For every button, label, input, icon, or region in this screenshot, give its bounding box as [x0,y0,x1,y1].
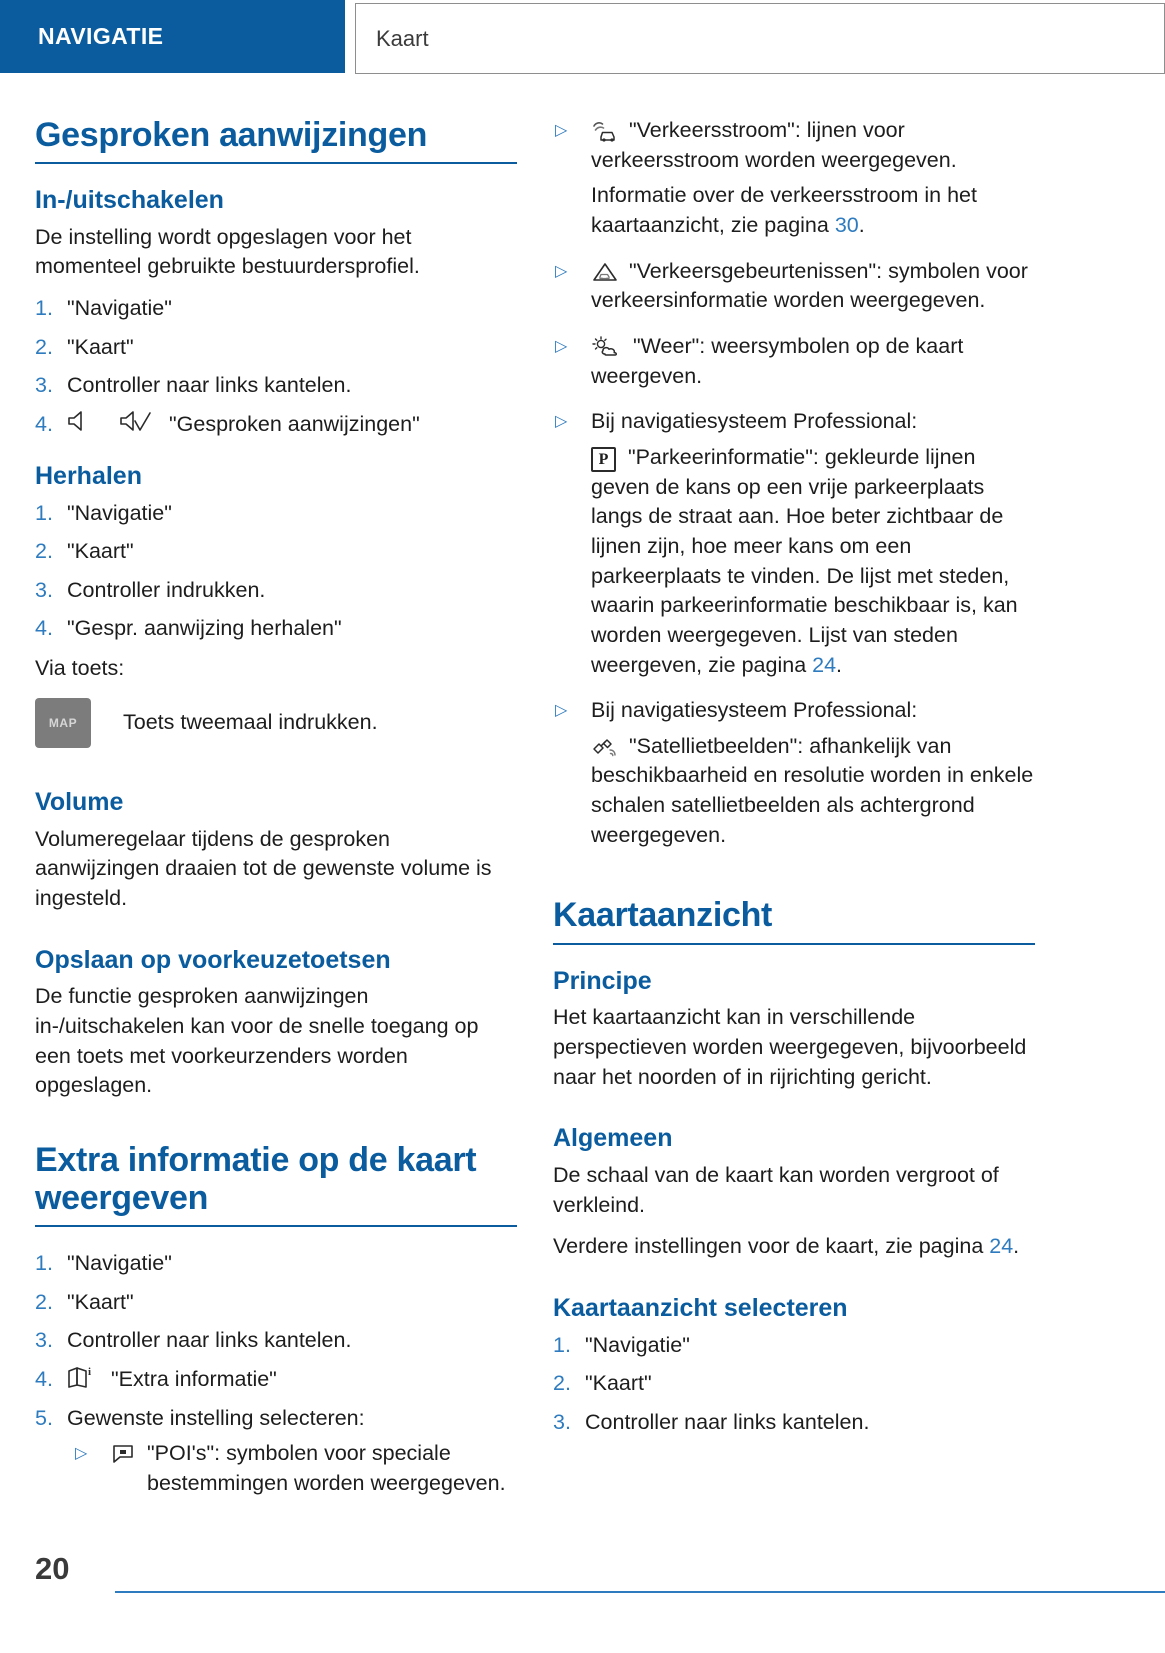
kaartaanzicht-selecteren-steps [553,1331,1035,1438]
list-item [35,1365,517,1395]
step-number: 3. [553,1410,571,1435]
step-text: Controller indrukken. [67,577,266,602]
parking-info-prefix: "Parkeerinformatie": gekleurde lijnen geven de kans op een vrije parkeerplaats langs de straat aan. Hoe beter zichtbaar de lijnen zijn, hoe meer kans om een parkeerplaats te vinden. De lijst met steden, waarin parkeerinformatie beschikbaar is, kan worden weergegeven. Lijst van steden weergeven, zie pagina [591,444,1018,677]
list-item [35,294,517,324]
step-text: "Kaart" [67,1289,134,1314]
step-number: 2. [553,1371,571,1396]
algemeen-text-2-suffix: . [1013,1234,1020,1259]
map-info-icon [67,1365,97,1389]
parking-p-icon: P [591,447,616,472]
volume-text: Volumeregelaar tijdens de gesproken aanwijzingen draaien tot de gewenste volume is ingesteld. [35,826,492,910]
traffic-flow-icon [591,120,619,142]
principe-text: Het kaartaanzicht kan in verschillende perspectieven worden weergegeven, bijvoorbeeld naar het noorden of in rijrichting gericht. [553,1005,1027,1089]
step-text: "Gespr. aanwijzing herhalen" [67,616,342,641]
step-text: Controller naar links kantelen. [67,373,352,398]
list-item [35,499,517,529]
chapter-title-box [355,3,1165,74]
speaker-icon [67,410,93,432]
heading-opslaan-voorkeuzetoetsen: Opslaan op voorkeuzetoetsen [35,945,391,974]
heading-principe: Principe [553,966,652,995]
extra-informatie-steps [35,1249,517,1499]
in-uitschakelen-steps [35,294,517,440]
weather-option [591,332,1035,397]
list-item [35,1404,517,1499]
traffic-flow-text: "Verkeersstroom": lijnen voor verkeersstroom worden weergegeven. [591,118,957,172]
right-column [553,116,1035,1508]
weather-icon [591,336,623,358]
step-number: 2. [35,1289,53,1314]
navigation-section-tab[interactable] [0,0,345,73]
svg-text:i: i [88,1366,92,1379]
traffic-events-option [591,257,1035,322]
opslaan-text: De functie gesproken aanwijzingen in-/uitschakelen kan voor de snelle toegang op een toets met voorkeurzenders worden opgeslagen. [35,984,479,1098]
kaartaanzicht-rule [553,943,1035,945]
parking-info-suffix: . [836,652,843,677]
algemeen-text-2 [553,1232,1035,1262]
step-text: "Gesproken aanwijzingen" [169,412,420,437]
list-item [553,116,1035,247]
step-number: 4. [35,616,53,641]
satellite-option [591,696,1035,856]
via-toets-label: Via toets: [35,656,125,681]
list-item [35,614,517,644]
page-reference-link[interactable]: 30 [834,212,859,237]
step-number: 3. [35,1328,53,1353]
traffic-events-paragraph [591,257,1035,316]
step-text: "Navigatie" [67,296,172,321]
poi-flag-icon [111,1443,135,1465]
traffic-events-text: "Verkeersgebeurtenissen": symbolen voor verkeersinformatie worden weergegeven. [591,258,1028,313]
satellite-professional-label: Bij navigatiesysteem Professional: [591,698,918,723]
step-text: "Kaart" [585,1371,652,1396]
heading-algemeen: Algemeen [553,1124,673,1153]
step-number: 3. [35,577,53,602]
step-number: 5. [35,1405,53,1430]
list-item [35,333,517,363]
poi-subbullet-text: "POI's": symbolen voor speciale bestemmingen worden weergegeven. [147,1441,506,1495]
step-text: Controller naar links kantelen. [67,1328,352,1353]
list-item [35,537,517,567]
step-number: 1. [35,296,53,321]
map-extra-info-options-list [553,116,1035,856]
chapter-title-label: Kaart [376,25,429,51]
satellite-paragraph [591,732,1035,851]
triangle-bullet-icon: ▷ [555,122,568,139]
list-item [35,410,517,440]
list-item [553,332,1035,397]
list-item [553,696,1035,856]
triangle-bullet-icon: ▷ [555,702,568,720]
step-number: 1. [35,500,53,525]
page-footer [0,1503,1165,1653]
traffic-flow-extra [591,181,1035,240]
traffic-flow-option [591,116,1035,247]
parking-professional-label: Bij navigatiesysteem Professional: [591,409,918,434]
step-text: "Kaart" [67,334,134,359]
page-title: Gesproken aanwijzingen [35,116,428,154]
heading-volume: Volume [35,787,124,816]
weather-paragraph [591,332,1035,391]
algemeen-text-2-prefix: Verdere instellingen voor de kaart, zie pagina [553,1234,990,1259]
two-column-layout [0,78,1165,1508]
herhalen-steps [35,499,517,645]
parking-info-option [591,407,1035,686]
triangle-bullet-icon: ▷ [555,337,568,355]
step-text: "Kaart" [67,539,134,564]
list-item [35,1326,517,1356]
list-item [35,371,517,401]
step-number: 1. [553,1332,571,1357]
step-text: "Navigatie" [67,1251,172,1276]
list-item [73,1439,517,1498]
traffic-flow-extra-suffix: . [858,212,865,237]
step-number: 2. [35,334,53,359]
in-uitschakelen-intro: De instelling wordt opgeslagen voor het momenteel gebruikte bestuurdersprofiel. [35,224,420,279]
heading-kaartaanzicht: Kaartaanzicht [553,896,773,935]
triangle-bullet-icon: ▷ [555,413,568,431]
list-item [35,1288,517,1318]
navigation-section-tab-label: NAVIGATIE [38,23,164,49]
step-number: 1. [35,1251,53,1276]
step-text: "Navigatie" [585,1332,690,1357]
step-text: "Extra informatie" [111,1367,277,1392]
heading-kaartaanzicht-selecteren: Kaartaanzicht selecteren [553,1293,848,1322]
list-item [35,576,517,606]
step-number: 3. [35,373,53,398]
footer-rule [115,1591,1165,1593]
step-text: Gewenste instelling selecteren: [67,1405,365,1430]
triangle-bullet-icon: ▷ [75,1445,88,1463]
page-reference-link[interactable]: 24 [812,652,837,677]
step-text: "Navigatie" [67,500,172,525]
list-item [35,1249,517,1279]
list-item [553,1331,1035,1361]
page-body [0,78,1165,1498]
map-key-row [35,698,517,748]
speaker-check-icon [119,410,153,434]
heading-herhalen: Herhalen [35,461,142,490]
list-item [553,1369,1035,1399]
warning-triangle-icon [591,261,619,283]
algemeen-text-1: De schaal van de kaart kan worden vergroot of verkleind. [553,1162,999,1217]
parking-info-paragraph [591,443,1035,680]
step-number: 2. [35,539,53,564]
step-number: 4. [35,412,53,437]
heading-extra-informatie: Extra informatie op de kaart weergeven [35,1140,477,1217]
page-header [0,0,1165,78]
page-number: 20 [35,1551,70,1586]
traffic-flow-paragraph [591,116,1035,175]
heading-in-uitschakelen: In-/uitschakelen [35,186,224,215]
weather-text: "Weer": weersymbolen op de kaart weergeven. [591,333,964,388]
page-reference-link[interactable]: 24 [989,1234,1014,1259]
map-hardware-key[interactable] [35,698,91,748]
map-key-label: MAP [48,715,78,730]
poi-subbullet-list [73,1439,517,1498]
satellite-icon [591,736,619,758]
step-number: 4. [35,1367,53,1392]
satellite-text: "Satellietbeelden": afhankelijk van beschikbaarheid en resolutie worden in enkele schalen satellietbeelden als achtergrond weergegeven. [591,733,1034,847]
triangle-bullet-icon: ▷ [555,262,568,280]
list-item [553,1408,1035,1438]
extra-informatie-rule [35,1225,517,1227]
left-column [35,116,517,1508]
list-item [553,407,1035,686]
list-item [553,257,1035,322]
map-key-instruction: Toets tweemaal indrukken. [123,710,378,735]
step-text: Controller naar links kantelen. [585,1410,870,1435]
page-title-rule [35,162,517,164]
traffic-flow-extra-prefix: Informatie over de verkeersstroom in het kaartaanzicht, zie pagina [591,183,977,237]
